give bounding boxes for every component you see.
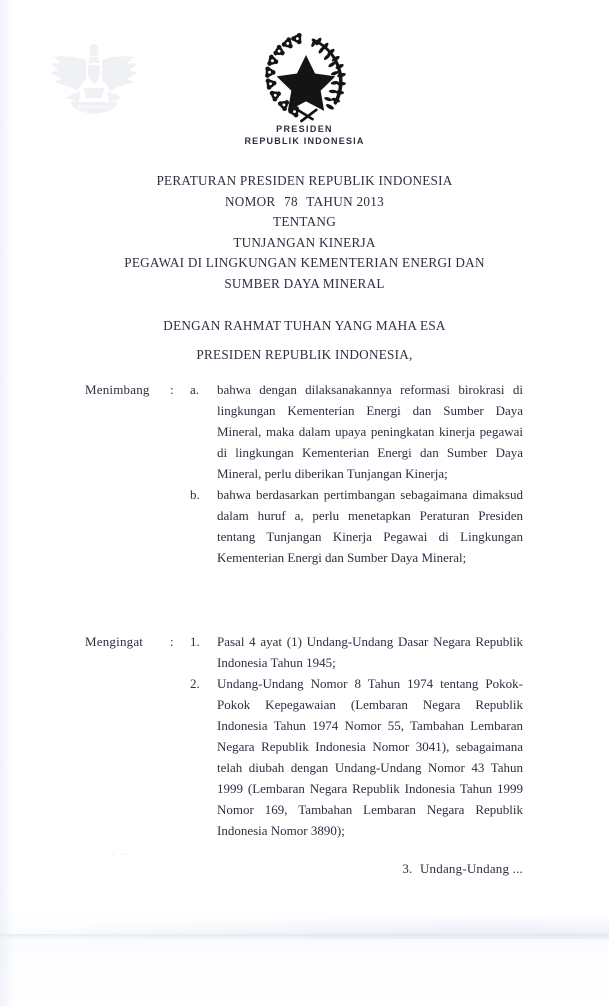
title-line-3: TENTANG <box>273 214 336 229</box>
title-number-line <box>0 192 609 213</box>
mengingat-item-1-marker: 1. <box>190 634 200 649</box>
list-item <box>190 484 523 568</box>
mengingat-items <box>190 631 523 841</box>
menimbang-items <box>190 379 523 568</box>
scan-edge-line <box>0 934 609 942</box>
menimbang-item-b-text: bahwa berdasarkan pertimbangan sebagaimana dimaksud dalam huruf a, perlu menetapkan Peraturan Presiden tentang Tunjangan Kinerja Pegawai di Lingkungan Kementerian Energi dan Sumber Daya Mineral; <box>217 487 523 565</box>
list-item <box>190 673 523 841</box>
menimbang-label: Menimbang <box>85 382 150 397</box>
list-item <box>190 631 523 673</box>
scan-edge-glow <box>0 905 609 939</box>
mengingat-item-1-text: Pasal 4 ayat (1) Undang-Undang Dasar Negara Republik Indonesia Tahun 1945; <box>217 634 523 670</box>
title-number-prefix: NOMOR <box>224 193 276 209</box>
mengingat-label: Mengingat <box>85 634 144 649</box>
catchword-marker: 3. <box>402 861 413 876</box>
page-catchword <box>402 861 523 877</box>
enacting-clause-1: DENGAN RAHMAT TUHAN YANG MAHA ESA <box>163 318 446 333</box>
catchword-text: Undang-Undang ... <box>419 861 523 876</box>
mengingat-item-2-marker: 2. <box>190 676 200 691</box>
enacting-clause-2: PRESIDEN REPUBLIK INDONESIA, <box>196 347 413 362</box>
garuda-watermark-icon <box>44 26 148 130</box>
menimbang-item-a-marker: a. <box>190 382 200 397</box>
title-line-4: TUNJANGAN KINERJA <box>233 234 376 250</box>
title-number-suffix: TAHUN 2013 <box>306 193 385 209</box>
page-left-shading <box>0 0 14 1006</box>
mengingat-item-2-text: Undang-Undang Nomor 8 Tahun 1974 tentang Pokok-Pokok Kepegawaian (Lembaran Negara Republik Indonesia Tahun 1974 Nomor 55, Tambahan Lembaran Negara Republik Indonesia Nomor 3041), sebagaimana telah diubah dengan Undang-Undang Nomor 43 Tahun 1999 (Lembaran Negara Republik Indonesia Tahun 1999 Nomor 169, Tambahan Lembaran Negara Republik Indonesia Nomor 3890); <box>217 676 523 838</box>
menimbang-colon: : <box>170 382 174 397</box>
title-line-5: PEGAWAI DI LINGKUNGAN KEMENTERIAN ENERGI DAN <box>124 255 485 270</box>
menimbang-item-a-text: bahwa dengan dilaksanakannya reformasi birokrasi di lingkungan Kementerian Energi dan Sumber Daya Mineral, maka dalam upaya peningkatan kinerja pegawai di lingkungan Kementerian Energi dan Sumber Daya Mineral, perlu diberikan Tunjangan Kinerja; <box>217 382 523 481</box>
mengingat-section <box>85 631 523 841</box>
title-line-1: PERATURAN PRESIDEN REPUBLIK INDONESIA <box>156 173 453 188</box>
title-line-6: SUMBER DAYA MINERAL <box>224 275 385 291</box>
scan-smudge-artifact: . .. <box>112 847 130 858</box>
title-number-value: 78 <box>284 193 298 209</box>
list-item <box>190 379 523 484</box>
presidential-seal-icon <box>258 30 354 126</box>
emblem-caption <box>0 124 609 147</box>
document-title-block <box>0 171 609 294</box>
emblem-caption-line1: PRESIDEN <box>276 124 333 134</box>
menimbang-section <box>85 379 523 568</box>
menimbang-item-b-marker: b. <box>190 487 200 502</box>
emblem-caption-line2: REPUBLIK INDONESIA <box>244 135 365 146</box>
mengingat-colon: : <box>170 634 174 649</box>
